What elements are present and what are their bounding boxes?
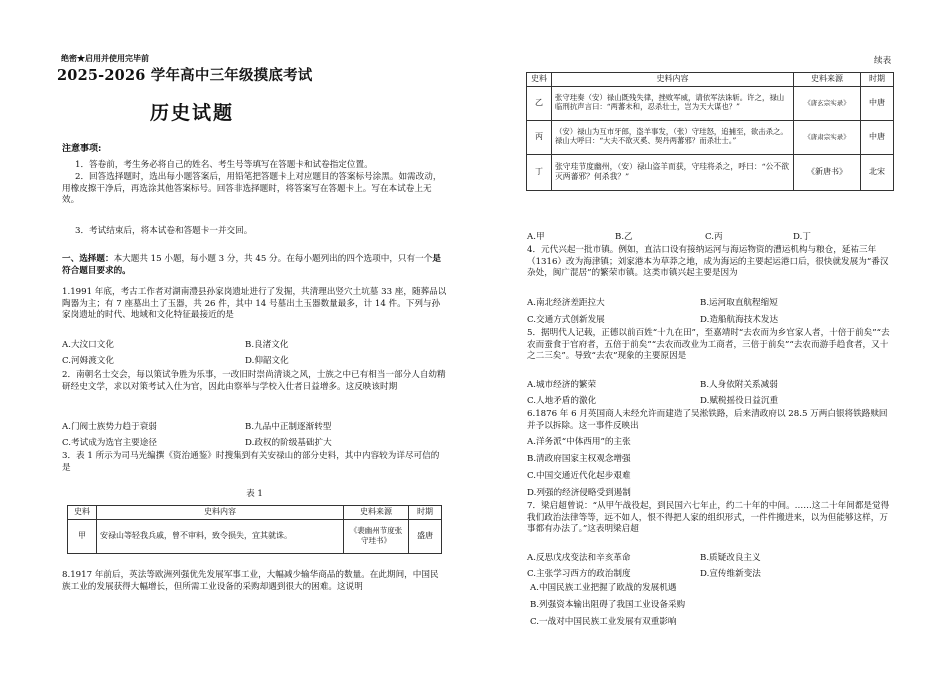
section1-emph: 是符合题目要求的。: [62, 254, 441, 276]
q1-option-d[interactable]: D.仰韶文化: [245, 356, 289, 366]
q3-option-c[interactable]: C.丙: [705, 232, 723, 242]
q4-option-d[interactable]: D.造船航海技术发达: [700, 315, 779, 325]
q3-option-d[interactable]: D.丁: [793, 232, 811, 242]
q6-option-a[interactable]: A.洋务派“中体西用”的主张: [527, 437, 631, 447]
q8-option-c[interactable]: C.一战对中国民族工业发展有双重影响: [530, 617, 677, 627]
q2-option-c[interactable]: C.考试成为选官主要途径: [62, 438, 157, 448]
q7-option-c[interactable]: C.主张学习西方的政治制度: [527, 569, 631, 579]
q2-option-a[interactable]: A.门阀士族势力趋于衰弱: [62, 422, 157, 432]
q8-option-a[interactable]: A.中国民族工业把握了欧战的发展机遇: [530, 583, 677, 593]
row-bing-content: （安）禄山为互市牙郎，盗羊事发，（张）守珪怒，追捕至，欲击杀之。禄山大呼曰：“大夫不欲灭奚、契丹两蕃邪？而杀壮士。”: [552, 120, 794, 154]
row-ding-id: 丁: [527, 154, 552, 190]
q2-option-d[interactable]: D.政权的阶级基础扩大: [245, 438, 332, 448]
q6-option-d[interactable]: D.列强的经济侵略受到遏制: [527, 488, 631, 498]
row-jia-source: 《裴幽州节度张守珪书》: [344, 519, 409, 553]
col-header-source: 史料来源: [344, 506, 409, 520]
q6-option-c[interactable]: C.中国交通近代化起步艰难: [527, 471, 631, 481]
q4-option-b[interactable]: B.运河取直航程缩短: [700, 298, 778, 308]
continued-label: 续表: [874, 56, 892, 66]
row-jia-content: 安禄山等轻我兵戚，曾不审料，致令损失，宜其就诛。: [97, 519, 344, 553]
q5-option-d[interactable]: D.赋税摇役日益沉重: [700, 396, 779, 406]
q5-option-a[interactable]: A.城市经济的繁荣: [527, 380, 597, 390]
q5-option-b[interactable]: B.人身依附关系减弱: [700, 380, 778, 390]
q5-option-c[interactable]: C.人地矛盾的激化: [527, 396, 597, 406]
q3-stem: 3．表 1 所示为司马光编撰《资治通鉴》时搜集到有关安禄山的部分史料，其中内容较为详尽可信的是: [62, 451, 440, 473]
q6-option-b[interactable]: B.清政府国家主权观念增强: [527, 454, 631, 464]
col-header-period: 时期: [861, 73, 894, 87]
col-header-source: 史料来源: [794, 73, 861, 87]
section1-intro: [62, 254, 447, 277]
row-ding-content: 张守珪节度幽州，（安）禄山盗羊而获，守珪将杀之，呼曰：“公不欲灭两蕃邪？何杀我？”: [552, 154, 794, 190]
history-table-part2: [526, 72, 894, 191]
row-ding-period: 北宋: [861, 154, 894, 190]
col-header-period: 时期: [409, 506, 442, 520]
row-yi-period: 中唐: [861, 86, 894, 120]
col-header-content: 史料内容: [552, 73, 794, 87]
q2-option-b[interactable]: B.九品中正制逐渐转型: [245, 422, 332, 432]
q7-stem: 7．梁启超曾说：“从甲午战役起，到民国六七年止，约二十年的中间。……这二十年间都是觉得我们政治法律等等，远不如人，恨不得把人家的组织形式，一件件搬进来，以为但能够这样，万事都有办法了。”这表明梁启超: [527, 501, 890, 535]
col-header-content: 史料内容: [97, 506, 344, 520]
q4-stem: 4．元代兴起一批市镇。例如，直沽口设有接纳运河与海运物资的漕运机构与粮仓，延祐三年（1316）改为海津镇；刘家港本为草莽之地，成为海运的主要起运港口后，很快就发展为“番汉杂处，闽广混居”的繁荣市镇。这类市镇兴起主要是因为: [527, 245, 889, 279]
notes-title: 注意事项:: [62, 144, 102, 154]
section1-lead: 一、选择题：: [62, 254, 114, 264]
history-table-part1: [67, 505, 442, 554]
q3-option-b[interactable]: B.乙: [615, 232, 633, 242]
q1-option-c[interactable]: C.河姆渡文化: [62, 356, 114, 366]
q4-option-c[interactable]: C.交通方式创新发展: [527, 315, 605, 325]
q1-option-a[interactable]: A.大汶口文化: [62, 340, 114, 350]
row-bing-id: 丙: [527, 120, 552, 154]
q3-option-a[interactable]: A.甲: [527, 232, 545, 242]
note-3: 3．考试结束后，将本试卷和答题卡一并交回。: [75, 226, 253, 236]
col-header-id: 史料: [527, 73, 552, 87]
row-jia-id: 甲: [68, 519, 97, 553]
q1-option-b[interactable]: B.良渚文化: [245, 340, 289, 350]
q4-option-a[interactable]: A.南北经济差距拉大: [527, 298, 605, 308]
secret-label: 绝密★启用并使用完毕前: [61, 53, 149, 63]
section1-text: 本大题共 15 小题，每小题 3 分，共 45 分。在每小题列出的四个选项中，只有一个: [113, 254, 433, 264]
exam-title: 2025-2026 学年高中三年级摸底考试: [57, 67, 313, 84]
row-yi-id: 乙: [527, 86, 552, 120]
q7-option-a[interactable]: A.反思戊戌变法和辛亥革命: [527, 553, 631, 563]
q7-option-b[interactable]: B.质疑改良主义: [700, 553, 761, 563]
table-1-title: 表 1: [246, 489, 263, 499]
q8-stem: 8.1917 年前后，英法等欧洲列强优先发展军事工业，大幅减少输华商品的数量。在此期间，中国民族工业的发展获得大幅增长，但所需工业设备的采购却遇到很大的困难。这说明: [62, 570, 439, 592]
q7-option-d[interactable]: D.宣传维新变法: [700, 569, 761, 579]
note-1: 1．答卷前，考生务必将自己的姓名、考生号等填写在答题卡和试卷指定位置。: [75, 160, 373, 170]
row-jia-period: 盛唐: [409, 519, 442, 553]
col-header-id: 史料: [68, 506, 97, 520]
row-bing-source: 《唐肃宗实录》: [794, 120, 861, 154]
note-2: 2．回答选择题时，选出每小题答案后，用铅笔把答题卡上对应题目的答案标号涂黑。如需改动，用橡皮擦干净后，再选涂其他答案标号。回答非选择题时，将答案写在答题卡上。写在本试卷上无效。: [62, 172, 442, 206]
row-yi-source: 《唐玄宗实录》: [794, 86, 861, 120]
row-bing-period: 中唐: [861, 120, 894, 154]
q1-stem: 1.1991 年底，考古工作者对湖南澧县孙家岗遗址进行了发掘，共清理出竖穴土坑墓 33 座，随葬品以陶器为主；有 7 座墓出土了玉器，共 26 件，其中 14 号墓出土玉器数量最多，计 14 件。下列与孙家岗遗址的时代、地域和文化特征最接近的是: [62, 287, 447, 321]
q5-stem: 5．据明代人记载，正德以前百姓“十九在田”，至嘉靖时“去农而为乡官家人者，十倍于前矣”“去农而蚕食于官府者，五倍于前矣”“去农而改业为工商者，三倍于前矣”“去农而游手趋食者，又十之二三矣”。导致“去农”现象的主要原因是: [527, 328, 890, 362]
q8-option-b[interactable]: B.列强资本输出阻碍了我国工业设备采购: [530, 600, 686, 610]
q2-stem: 2．南朝名士交会，每以策试争胜为乐事，一改旧时崇尚清谈之风，士族之中已有相当一部分人自幼精研经史文学，求以对策考试入仕为官，因此由察举与学校入仕者日益增多。这反映该时期: [62, 370, 446, 392]
row-ding-source: 《新唐书》: [794, 154, 861, 190]
row-yi-content: 张守珪奏（安）禄山既残失律，挫败军威，请依军法诛斩。许之，禄山临刑抗声言曰：“两蕃未和，忍杀壮士，岂为天大谋也？”: [552, 86, 794, 120]
subject-title: 历史试题: [150, 102, 235, 124]
q6-stem: 6.1876 年 6 月英国商人未经允许而建造了吴淞铁路，后来清政府以 28.5 万两白银将铁路赎回并予以拆除。这一事件反映出: [527, 409, 888, 431]
